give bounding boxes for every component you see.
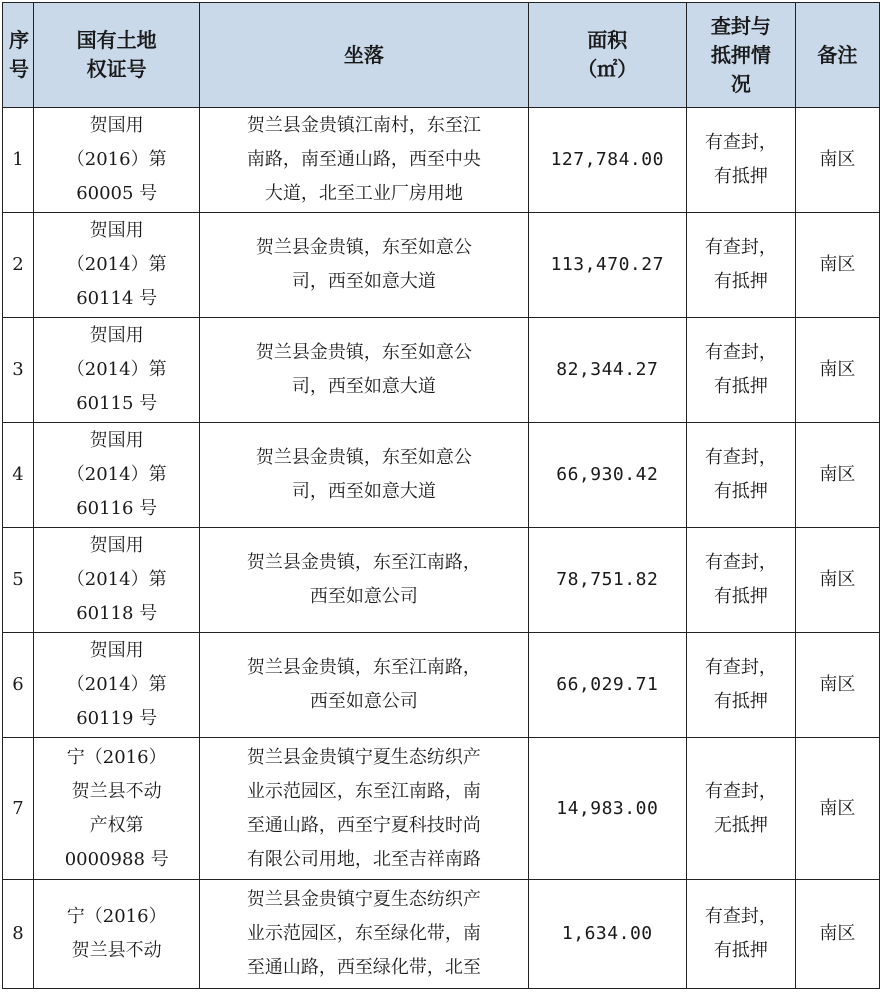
row-note: 南区: [795, 528, 879, 633]
row-area: 14,983.00: [528, 738, 687, 880]
row-status: 有查封， 有抵押: [687, 108, 796, 213]
row-status: 有查封， 无抵押: [687, 738, 796, 880]
row-status: 有查封， 有抵押: [687, 213, 796, 318]
table-row: [3, 108, 880, 213]
row-cert: 贺国用 （2014）第 60115 号: [34, 318, 200, 423]
row-area: 1,634.00: [528, 880, 687, 989]
row-area: 113,470.27: [528, 213, 687, 318]
header-status: 查封与 抵押情 况: [687, 3, 796, 108]
row-cert: 贺国用 （2014）第 60114 号: [34, 213, 200, 318]
table-row: [3, 528, 880, 633]
row-status: 有查封， 有抵押: [687, 633, 796, 738]
header-cert: 国有土地 权证号: [34, 3, 200, 108]
row-location: 贺兰县金贵镇，东至江南路， 西至如意公司: [200, 528, 528, 633]
row-location: 贺兰县金贵镇江南村，东至江 南路，南至通山路，西至中央 大道，北至工业厂房用地: [200, 108, 528, 213]
table-row: [3, 318, 880, 423]
land-title-table: [2, 2, 880, 989]
row-status: 有查封， 有抵押: [687, 528, 796, 633]
row-cert: 贺国用 （2016）第 60005 号: [34, 108, 200, 213]
row-location: 贺兰县金贵镇宁夏生态纺织产 业示范园区，东至绿化带，南 至通山路，西至绿化带，北至: [200, 880, 528, 989]
header-row: [3, 3, 880, 108]
row-no: 2: [3, 213, 34, 318]
row-cert: 宁（2016） 贺兰县不动: [34, 880, 200, 989]
row-location: 贺兰县金贵镇宁夏生态纺织产 业示范园区，东至江南路，南 至通山路，西至宁夏科技时尚 有限公司用地，北至吉祥南路: [200, 738, 528, 880]
row-no: 6: [3, 633, 34, 738]
row-note: 南区: [795, 108, 879, 213]
row-cert: 宁（2016） 贺兰县不动 产权第 0000988 号: [34, 738, 200, 880]
table-row: [3, 213, 880, 318]
row-no: 7: [3, 738, 34, 880]
row-no: 1: [3, 108, 34, 213]
row-area: 82,344.27: [528, 318, 687, 423]
row-note: 南区: [795, 738, 879, 880]
row-area: 66,930.42: [528, 423, 687, 528]
header-location: 坐落: [200, 3, 528, 108]
table-row: [3, 633, 880, 738]
row-no: 8: [3, 880, 34, 989]
row-cert: 贺国用 （2014）第 60118 号: [34, 528, 200, 633]
row-note: 南区: [795, 318, 879, 423]
header-area: 面积 （㎡）: [528, 3, 687, 108]
row-no: 3: [3, 318, 34, 423]
row-no: 5: [3, 528, 34, 633]
row-location: 贺兰县金贵镇，东至如意公 司，西至如意大道: [200, 423, 528, 528]
row-no: 4: [3, 423, 34, 528]
table-row: [3, 423, 880, 528]
row-location: 贺兰县金贵镇，东至如意公 司，西至如意大道: [200, 213, 528, 318]
row-area: 127,784.00: [528, 108, 687, 213]
row-cert: 贺国用 （2014）第 60119 号: [34, 633, 200, 738]
row-status: 有查封， 有抵押: [687, 423, 796, 528]
row-note: 南区: [795, 880, 879, 989]
header-no: 序 号: [3, 3, 34, 108]
header-note: 备注: [795, 3, 879, 108]
row-area: 78,751.82: [528, 528, 687, 633]
table-row: [3, 738, 880, 880]
row-cert: 贺国用 （2014）第 60116 号: [34, 423, 200, 528]
row-location: 贺兰县金贵镇，东至江南路， 西至如意公司: [200, 633, 528, 738]
table-row: [3, 880, 880, 989]
row-area: 66,029.71: [528, 633, 687, 738]
row-note: 南区: [795, 213, 879, 318]
row-status: 有查封， 有抵押: [687, 318, 796, 423]
row-location: 贺兰县金贵镇，东至如意公 司，西至如意大道: [200, 318, 528, 423]
row-status: 有查封， 有抵押: [687, 880, 796, 989]
row-note: 南区: [795, 423, 879, 528]
row-note: 南区: [795, 633, 879, 738]
